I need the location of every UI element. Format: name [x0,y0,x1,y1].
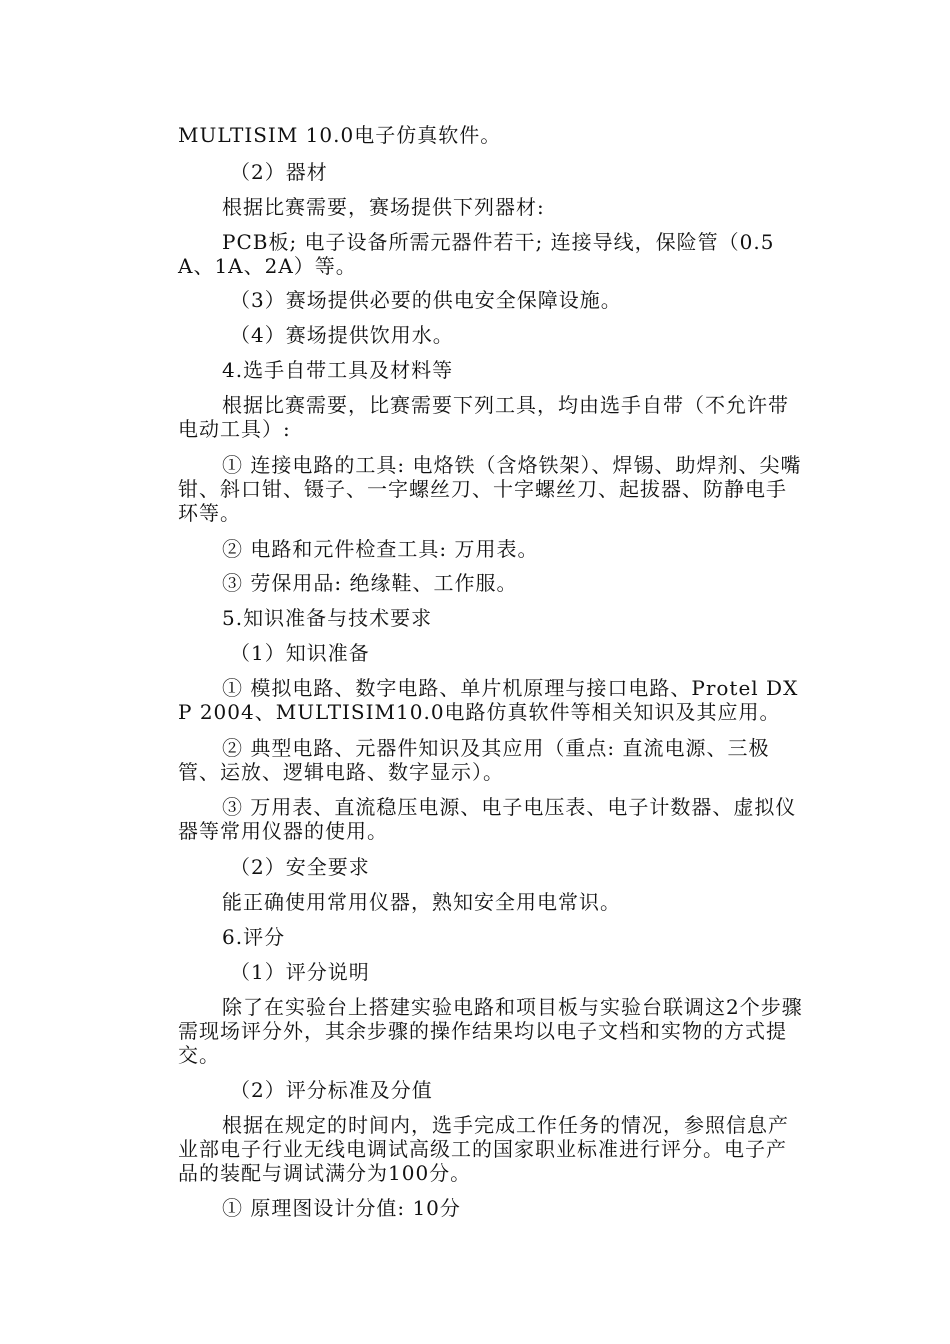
text-scoring-criteria: 根据在规定的时间内，选手完成工作任务的情况，参照信息产业部电子行业无线电调试高级工的国家职业标准进行评分。电子产品的装配与调试满分为100分。 [178,1113,789,1185]
list-item-knowledge-3: ③ 万用表、直流稳压电源、电子电压表、电子计数器、虚拟仪器等常用仪器的使用。 [178,795,797,843]
heading-safety-req: （2）安全要求 [230,855,370,879]
list-item-knowledge-1: ① 模拟电路、数字电路、单片机原理与接口电路、Protel DXP 2004、MULTISIM10.0电路仿真软件等相关知识及其应用。 [178,676,799,724]
list-item-schematic-score: ① 原理图设计分值: 10分 [222,1196,461,1220]
list-item-check-tools: ② 电路和元件检查工具: 万用表。 [222,537,539,561]
text-drinking-water: （4）赛场提供饮用水。 [230,323,454,347]
heading-scoring-notes: （1）评分说明 [230,960,370,984]
heading-own-tools: 4.选手自带工具及材料等 [222,358,454,382]
text-power-safety: （3）赛场提供必要的供电安全保障设施。 [230,288,622,312]
text-scoring-notes: 除了在实验台上搭建实验电路和项目板与实验台联调这2个步骤需现场评分外，其余步骤的操作结果均以电子文档和实物的方式提交。 [178,995,803,1067]
heading-scoring: 6.评分 [222,925,286,949]
text-equipment-intro: 根据比赛需要，赛场提供下列器材: [222,195,545,219]
list-item-wiring-tools: ① 连接电路的工具: 电烙铁（含烙铁架）、焊锡、助焊剂、尖嘴钳、斜口钳、镊子、一字螺丝刀、十字螺丝刀、起拔器、防静电手环等。 [178,453,802,525]
text-equipment-list: PCB板; 电子设备所需元器件若干; 连接导线，保险管（0.5A、1A、2A）等。 [178,230,775,278]
heading-scoring-criteria: （2）评分标准及分值 [230,1078,433,1102]
heading-knowledge-prep: （1）知识准备 [230,641,370,665]
text-software-line: MULTISIM 10.0电子仿真软件。 [178,123,502,147]
heading-knowledge-tech: 5.知识准备与技术要求 [222,606,433,630]
heading-equipment: （2）器材 [230,160,328,184]
text-own-tools-intro: 根据比赛需要，比赛需要下列工具，均由选手自带（不允许带电动工具）: [178,393,789,441]
list-item-knowledge-2: ② 典型电路、元器件知识及其应用（重点: 直流电源、三极管、运放、逻辑电路、数字显示）。 [178,736,770,784]
text-safety-req: 能正确使用常用仪器，熟知安全用电常识。 [222,890,621,914]
list-item-protective-gear: ③ 劳保用品: 绝缘鞋、工作服。 [222,571,518,595]
